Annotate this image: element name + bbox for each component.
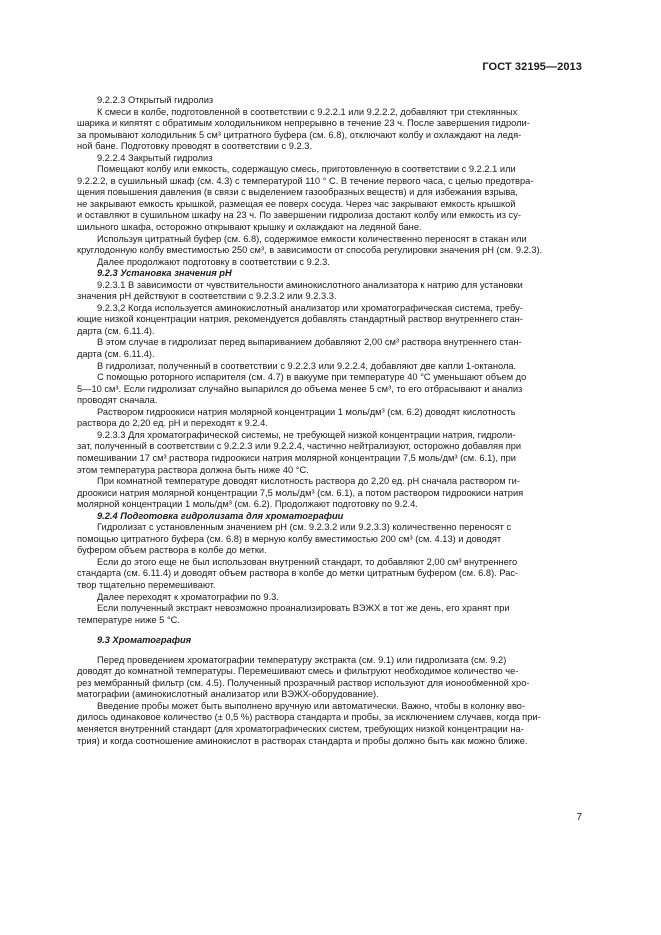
- section-heading: 9.2.4 Подготовка гидролизата для хроматографии: [97, 510, 344, 521]
- text-line: рез мембранный фильтр (см. 4.5). Полученный прозрачный раствор используют для ионообменной хро-: [77, 677, 530, 688]
- text-line: трия) и когда соотношение аминокислот в растворах стандарта и пробы должно быть как можно ближе.: [77, 735, 528, 746]
- text-line: проводят сначала.: [77, 395, 158, 406]
- text-line: Далее продолжают подготовку в соответствии с 9.2.3.: [97, 256, 330, 267]
- text-line: 9.2.3.3 Для хроматографической системы, не требующей низкой концентрации натрия, гидроли-: [97, 429, 516, 440]
- text-line: В гидролизат, полученный в соответствии с 9.2.2.3 или 9.2.2.4, добавляют две капли 1-октанола.: [97, 360, 517, 371]
- text-line: ющие низкой концентрации натрия, рекомендуется добавлять стандартный раствор внутреннего стан-: [77, 314, 523, 325]
- text-line: дарта (см. 6.11.4).: [77, 325, 155, 336]
- text-line: Используя цитратный буфер (см. 6.8), содержимое емкости количественно переносят в стакан или: [97, 233, 527, 244]
- text-line: раствора до 2,20 ед. pH и переходят к 9.2.4.: [77, 418, 268, 429]
- text-line: дилось одинаковое количество (± 0,5 %) раствора стандарта и пробы, за исключением случаев, когда при-: [77, 712, 541, 723]
- text-line: матографии (аминокислотный анализатор или ВЭЖХ-оборудование).: [77, 689, 379, 700]
- page-number: 7: [576, 812, 582, 823]
- text-line: В этом случае в гидролизат перед выпариванием добавляют 2,00 см³ раствора внутреннего стан-: [97, 337, 522, 348]
- text-line: и оставляют в сушильном шкафу на 23 ч. По завершении гидролиза достают колбу или емкость из су-: [77, 210, 521, 221]
- standard-header: ГОСТ 32195—2013: [482, 61, 582, 73]
- text-line: зат, полученный в соответствии с 9.2.2.3 или 9.2.2.4, частично нейтрализуют, осторожно добавляя при: [77, 441, 522, 452]
- text-line: за промывают холодильник 5 см³ цитратного буфера (см. 6.8), отключают колбу и охлаждают на ледя-: [77, 129, 522, 140]
- text-line: 9.2.2.3 Открытый гидролиз: [97, 95, 214, 105]
- text-line: Перед проведением хроматографии температуру экстракта (см. 9.1) или гидролизата (см. 9.2): [97, 654, 507, 665]
- text-line: помощью цитратного буфера (см. 6.8) в мерную колбу вместимостью 200 см³ (см. 4.13) и доводят: [77, 533, 502, 544]
- text-line: доводят до комнатной температуры. Перемешивают смесь и фильтруют необходимое количество че-: [77, 666, 519, 677]
- text-line: Если до этого еще не был использован внутренний стандарт, то добавляют 2,00 см³ внутреннего: [97, 556, 518, 567]
- text-line: 9.2.2.4 Закрытый гидролиз: [97, 152, 213, 163]
- text-line: С помощью роторного испарителя (см. 4.7) в вакууме при температуре 40 °С уменьшают объем до: [97, 372, 527, 383]
- text-line: температуре ниже 5 °С.: [77, 614, 180, 625]
- text-line: Гидролизат с установленным значением pH (см. 9.2.3.2 или 9.2.3.3) количественно переносят с: [97, 522, 512, 533]
- text-line: Далее переходят к хроматографии по 9.3.: [97, 591, 279, 602]
- text-line: меняется внутренний стандарт (для хроматографических систем, требующих низкой концентрации на-: [77, 723, 524, 734]
- text-line: помешивании 17 см³ раствора гидроокиси натрия молярной концентрации 7,5 моль/дм³ (см. 6.1), при: [77, 452, 516, 463]
- text-line: К смеси в колбе, подготовленной в соответствии с 9.2.2.1 или 9.2.2.2, добавляют три стеклянных: [97, 106, 518, 117]
- text-line: 9.2.3,2 Когда используется аминокислотный анализатор или хроматографическая система, требу-: [97, 302, 523, 313]
- text-line: Введение пробы может быть выполнено вручную или автоматически. Важно, чтобы в колонку вво-: [97, 700, 526, 711]
- text-line: твор тщательно перемешивают.: [77, 579, 216, 590]
- text-line: Раствором гидроокиси натрия молярной концентрации 1 моль/дм³ (см. 6.2) доводят кислотность: [97, 406, 516, 417]
- text-line: дроокиси натрия молярной концентрации 7,5 моль/дм³ (см. 6.1), а потом раствором гидроокиси натрия: [77, 487, 524, 498]
- document-body: [77, 95, 582, 747]
- text-line: молярной концентрации 1 моль/дм³ (см. 6.2). Продолжают подготовку по 9.2.4.: [77, 499, 418, 510]
- text-line: этом температура раствора должна быть ниже 40 °С.: [77, 464, 309, 475]
- spacer: [77, 626, 582, 635]
- text-line: ной бане. Подготовку проводят в соответствии с 9.2.3.: [77, 141, 313, 152]
- text-line: щения повышения давления (в связи с выделением газообразных веществ) и для избежания взрыва,: [77, 187, 518, 198]
- section-heading: 9.2.3 Установка значения pH: [97, 268, 232, 279]
- spacer: [77, 647, 582, 655]
- text-line: круглодонную колбу вместимостью 250 см³, в зависимости от способа регулировки значения pH (см. 9.2.3).: [77, 245, 543, 256]
- text-line: не закрывают емкость крышкой, размещая ее поверх сосуда. Через час закрывают емкость крышкой: [77, 198, 516, 209]
- section-heading: 9.3 Хроматография: [97, 635, 192, 646]
- text-line: Помещают колбу или емкость, содержащую смесь, приготовленную в соответствии с 9.2.2.1 или: [97, 164, 516, 175]
- text-line: Если полученный экстракт невозможно проанализировать ВЭЖХ в тот же день, его хранят при: [97, 603, 510, 614]
- text-line: При комнатной температуре доводят кислотность раствора до 2,20 ед. pH сначала раствором ги-: [97, 476, 520, 487]
- text-line: 9.2.2.2, в сушильный шкаф (см. 4.3) с температурой 110 ° С. В течение первого часа, с целью предотвра-: [77, 175, 534, 186]
- text-line: дарта (см. 6.11.4).: [77, 349, 155, 360]
- text-line: шильного шкафа, осторожно открывают крышку и охлаждают на ледяной бане.: [77, 222, 422, 233]
- text-line: шарика и кипятят с обратимым холодильником непрерывно в течение 23 ч. После завершения гидроли-: [77, 118, 530, 129]
- text-line: значения pH действуют в соответствии с 9.2.3.2 или 9.2.3.3.: [77, 291, 337, 302]
- text-line: стандарта (см. 6.11.4) и доводят объем раствора в колбе до метки цитратным буфером (см. 6.8). Рас-: [77, 568, 519, 579]
- text-line: 9.2.3.1 В зависимости от чувствительности аминокислотного анализатора к натрию для установки: [97, 279, 523, 290]
- text-line: 5—10 см³. Если гидролизат случайно выпарился до объема менее 5 см³, то его отбрасывают и анализ: [77, 383, 523, 394]
- text-line: буфером объем раствора в колбе до метки.: [77, 545, 267, 556]
